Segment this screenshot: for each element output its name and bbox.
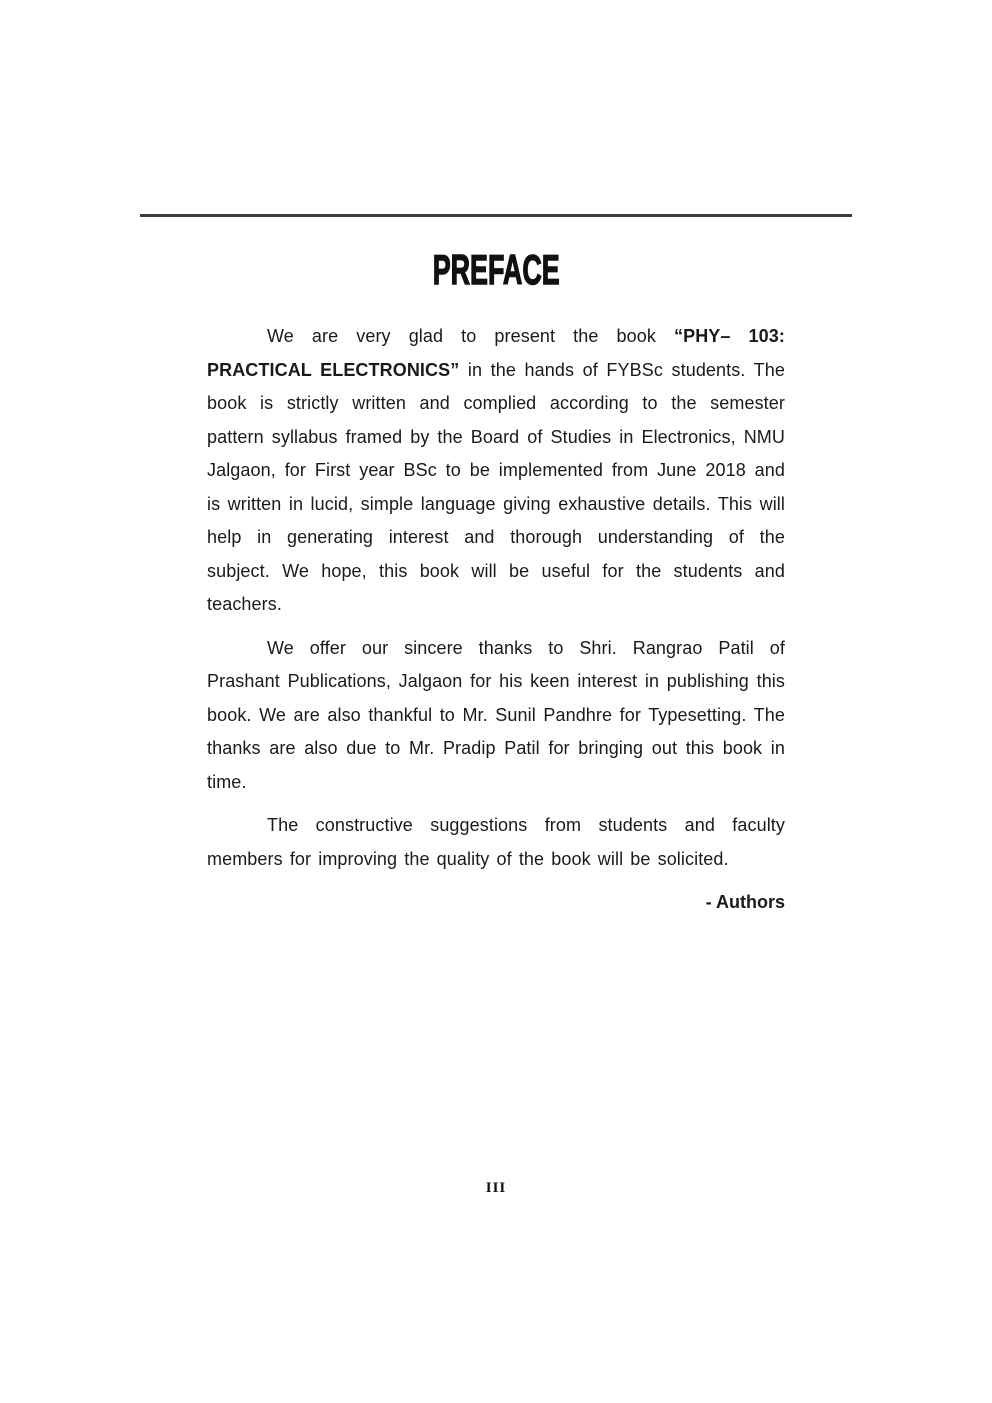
paragraphs — [207, 320, 785, 876]
preface-paragraph — [207, 632, 785, 800]
text-segment: in the hands of FYBSc students. The book is strictly written and complied according to the semester pattern syllabus framed by the Board of Studies in Electronics, NMU Jalgaon, for First year BSc to be implemented from June 2018 and is written in lucid, simple language giving exhaustive details. This will help in generating interest and thorough understanding of the subject. We hope, this book will be useful for the students and teachers. — [207, 359, 786, 614]
page-number: III — [485, 1180, 507, 1196]
page-title: PREFACE — [432, 246, 560, 293]
preface-paragraph — [207, 809, 785, 876]
header-rule — [140, 214, 852, 217]
title-wrap — [0, 248, 992, 292]
text-segment: We offer our sincere thanks to Shri. Rangrao Patil of Prashant Publications, Jalgaon for his keen interest in publishing this book. We are also thankful to Mr. Sunil Pandhre for Typesetting. The thanks are also due to Mr. Pradip Patil for bringing out this book in time. — [207, 637, 785, 792]
text-segment: The constructive suggestions from students and faculty members for improving the quality of the book will be solicited. — [207, 815, 785, 869]
authors-signature: - Authors — [705, 892, 785, 912]
preface-paragraph — [207, 320, 785, 622]
text-segment: We are very glad to present the book — [267, 326, 674, 346]
bold-text-segment: “PHY– 103: PRACTICAL ELECTRONICS” — [207, 326, 785, 380]
